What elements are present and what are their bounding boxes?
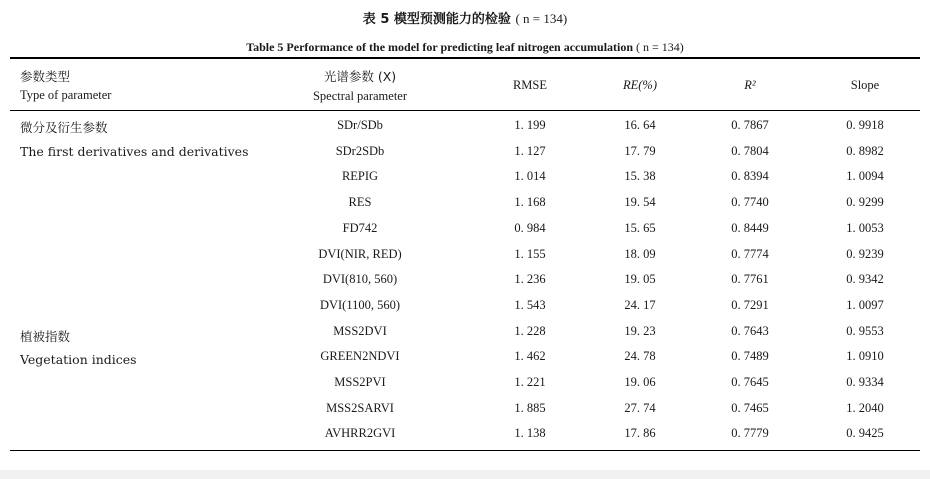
cell-spectral-parameter: MSS2SARVI bbox=[326, 400, 394, 415]
cell-r2: 0. 7779 bbox=[731, 426, 769, 441]
cell-re: 17. 79 bbox=[624, 143, 656, 158]
cell-re: 19. 54 bbox=[624, 195, 656, 210]
cell-r2: 0. 7761 bbox=[731, 272, 769, 287]
table-row bbox=[0, 298, 930, 324]
cell-re: 16. 64 bbox=[624, 118, 656, 132]
table-title-cn-main: 表 5 模型预测能力的检验 bbox=[362, 12, 511, 27]
cell-r2: 0. 7489 bbox=[731, 349, 769, 364]
cell-r2: 0. 7804 bbox=[731, 143, 769, 158]
cell-slope: 0. 9425 bbox=[846, 426, 884, 441]
cell-r2: 0. 7867 bbox=[731, 118, 769, 132]
cell-slope: 1. 2040 bbox=[846, 400, 884, 415]
cell-r2: 0. 8449 bbox=[731, 220, 769, 235]
cell-re: 27. 74 bbox=[624, 400, 656, 415]
cell-rmse: 1. 127 bbox=[514, 143, 546, 158]
table-row bbox=[0, 401, 930, 427]
table-title-cn bbox=[0, 8, 930, 27]
table-title-en-main: Table 5 Performance of the model for predicting leaf nitrogen accumulation bbox=[246, 40, 634, 54]
table-title-cn-n: ( n = 134) bbox=[515, 11, 568, 26]
cell-slope: 0. 8982 bbox=[846, 143, 884, 158]
cell-re: 24. 17 bbox=[624, 297, 656, 312]
table-row bbox=[0, 144, 930, 170]
cell-rmse: 0. 984 bbox=[514, 220, 546, 235]
cell-spectral-parameter: DVI(1100, 560) bbox=[319, 297, 401, 312]
cell-slope: 0. 9918 bbox=[846, 118, 884, 132]
cell-re: 15. 38 bbox=[624, 169, 656, 184]
cell-re: 19. 06 bbox=[624, 375, 656, 389]
cell-spectral-parameter: DVI(810, 560) bbox=[322, 272, 398, 287]
cell-re: 19. 23 bbox=[624, 323, 656, 338]
header-rmse: RMSE bbox=[512, 78, 548, 92]
cell-rmse: 1. 138 bbox=[514, 426, 546, 441]
table-row bbox=[0, 375, 930, 401]
cell-re: 24. 78 bbox=[624, 349, 656, 364]
cell-slope: 0. 9342 bbox=[846, 272, 884, 287]
table-header-rule bbox=[10, 110, 920, 111]
cell-rmse: 1. 228 bbox=[514, 323, 546, 338]
cell-rmse: 1. 462 bbox=[514, 349, 546, 364]
header-spectral-cn: 光谱参数 (X) bbox=[323, 69, 397, 84]
cell-rmse: 1. 155 bbox=[514, 246, 546, 261]
table-row bbox=[0, 324, 930, 350]
cell-slope: 1. 0097 bbox=[846, 297, 884, 312]
cell-r2: 0. 8394 bbox=[731, 169, 769, 184]
table-row bbox=[0, 247, 930, 273]
cell-rmse: 1. 543 bbox=[514, 297, 546, 312]
cell-re: 17. 86 bbox=[624, 426, 656, 441]
cell-rmse: 1. 221 bbox=[514, 375, 546, 389]
cell-re: 19. 05 bbox=[624, 272, 656, 287]
cell-spectral-parameter: RES bbox=[348, 195, 372, 210]
table-row bbox=[0, 195, 930, 221]
header-r2: R² bbox=[744, 78, 756, 92]
cell-re: 18. 09 bbox=[624, 246, 656, 261]
cell-spectral-parameter: DVI(NIR, RED) bbox=[318, 246, 402, 261]
cell-r2: 0. 7774 bbox=[731, 246, 769, 261]
cell-slope: 1. 0910 bbox=[846, 349, 884, 364]
cell-slope: 1. 0053 bbox=[846, 220, 884, 235]
cell-spectral-parameter: SDr2SDb bbox=[335, 143, 385, 158]
cell-slope: 0. 9334 bbox=[846, 375, 884, 389]
table-top-rule bbox=[10, 57, 920, 59]
cell-slope: 0. 9553 bbox=[846, 323, 884, 338]
cell-r2: 0. 7291 bbox=[731, 297, 769, 312]
cell-rmse: 1. 236 bbox=[514, 272, 546, 287]
cell-r2: 0. 7645 bbox=[731, 375, 769, 389]
header-spectral-en: Spectral parameter bbox=[312, 89, 408, 103]
header-slope: Slope bbox=[850, 78, 880, 92]
cell-spectral-parameter: MSS2DVI bbox=[333, 323, 387, 338]
cell-spectral-parameter: GREEN2NDVI bbox=[320, 349, 400, 364]
group-label-cn: 植被指数 bbox=[20, 329, 71, 344]
cell-spectral-parameter: REPIG bbox=[341, 169, 379, 184]
cell-slope: 0. 9239 bbox=[846, 246, 884, 261]
cell-r2: 0. 7643 bbox=[731, 323, 769, 338]
header-re: RE(%) bbox=[622, 78, 657, 92]
cell-rmse: 1. 199 bbox=[514, 118, 546, 132]
cell-slope: 1. 0094 bbox=[846, 169, 884, 184]
cell-spectral-parameter: AVHRR2GVI bbox=[324, 426, 396, 441]
cell-r2: 0. 7465 bbox=[731, 400, 769, 415]
table-row bbox=[0, 118, 930, 144]
group-label-en: The first derivatives and derivatives bbox=[20, 144, 249, 159]
cell-slope: 0. 9299 bbox=[846, 195, 884, 210]
table-row bbox=[0, 349, 930, 375]
table-title-en bbox=[0, 40, 930, 55]
header-type-en: Type of parameter bbox=[20, 88, 112, 102]
page-footer-strip bbox=[0, 470, 930, 479]
table-row bbox=[0, 169, 930, 195]
cell-spectral-parameter: FD742 bbox=[342, 220, 378, 235]
cell-spectral-parameter: MSS2PVI bbox=[334, 375, 386, 389]
group-label-en: Vegetation indices bbox=[20, 352, 137, 367]
cell-r2: 0. 7740 bbox=[731, 195, 769, 210]
header-type-cn: 参数类型 bbox=[20, 69, 71, 84]
table-row bbox=[0, 426, 930, 452]
cell-rmse: 1. 168 bbox=[514, 195, 546, 210]
table-title-en-n: ( n = 134) bbox=[636, 40, 684, 54]
table-row bbox=[0, 272, 930, 298]
cell-spectral-parameter: SDr/SDb bbox=[337, 118, 383, 132]
group-label-cn: 微分及衍生参数 bbox=[20, 120, 108, 135]
table-row bbox=[0, 221, 930, 247]
cell-rmse: 1. 014 bbox=[514, 169, 546, 184]
cell-re: 15. 65 bbox=[624, 220, 656, 235]
table-bottom-rule bbox=[10, 450, 920, 451]
cell-rmse: 1. 885 bbox=[514, 400, 546, 415]
